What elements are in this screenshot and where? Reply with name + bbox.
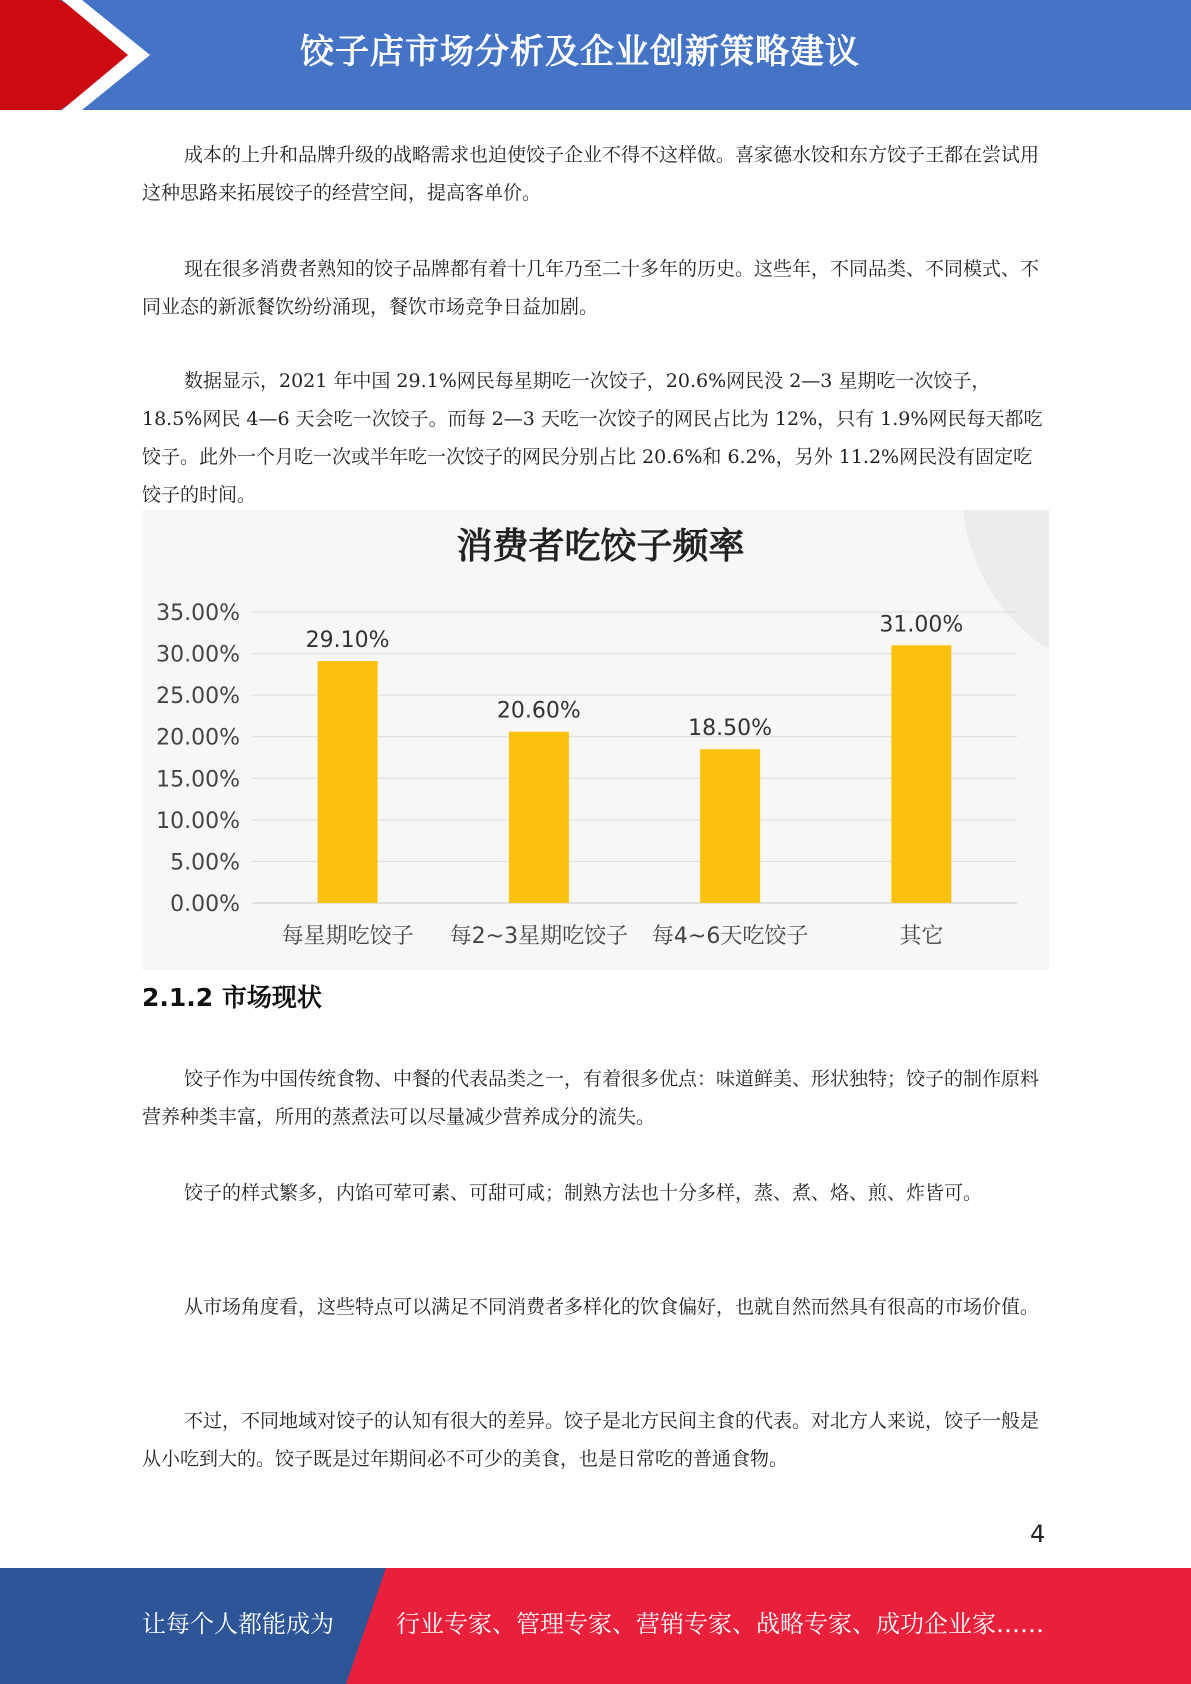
paragraph-7: 不过，不同地域对饺子的认知有很大的差异。饺子是北方民间主食的代表。对北方人来说，饺子一般是从小吃到大的。饺子既是过年期间必不可少的美食，也是日常吃的普通食物。 bbox=[142, 1410, 1040, 1470]
paragraph-5: 饺子的样式繁多，内馅可荤可素、可甜可咸；制熟方法也十分多样，蒸、煮、烙、煎、炸皆可。 bbox=[184, 1182, 983, 1204]
paragraph-4: 饺子作为中国传统食物、中餐的代表品类之一，有着很多优点：味道鲜美、形状独特；饺子的制作原料营养种类丰富，所用的蒸煮法可以尽量减少营养成分的流失。 bbox=[142, 1068, 1040, 1128]
page-header bbox=[0, 0, 1191, 110]
footer-slogan-left: 让每个人都能成为 bbox=[142, 1610, 334, 1638]
y-tick-label: 0.00% bbox=[170, 892, 240, 917]
paragraph-2: 现在很多消费者熟知的饺子品牌都有着十几年乃至二十多年的历史。这些年，不同品类、不同模式、不同业态的新派餐饮纷纷涌现，餐饮市场竞争日益加剧。 bbox=[142, 258, 1040, 318]
bar bbox=[509, 732, 569, 903]
paragraph-6: 从市场角度看，这些特点可以满足不同消费者多样化的饮食偏好，也就自然而然具有很高的市场价值。 bbox=[184, 1296, 1040, 1318]
data-label: 20.60% bbox=[496, 698, 581, 724]
page-number: 4 bbox=[1030, 1520, 1046, 1548]
x-tick-label: 每4~6天吃饺子 bbox=[651, 924, 809, 949]
y-tick-label: 30.00% bbox=[156, 642, 240, 668]
y-tick-label: 25.00% bbox=[156, 684, 240, 710]
page-footer bbox=[0, 1568, 1191, 1684]
y-tick-label: 35.00% bbox=[156, 601, 240, 626]
footer-slogan-right: 行业专家、管理专家、营销专家、战略专家、成功企业家…… bbox=[396, 1610, 1044, 1638]
data-label: 29.10% bbox=[305, 628, 390, 654]
paragraph-3: 数据显示，2021 年中国 29.1%网民每星期吃一次饺子，20.6%网民没 2—3 星期吃一次饺子，18.5%网民 4—6 天会吃一次饺子。而每 2—3 天吃一次饺子的网民占比为 12%，只有 1.9%网民每天都吃饺子。此外一个月吃一次或半年吃一次饺子的网民分别占比 20.6%和 6.2%，另外 11.2%网民没有固定吃饺子的时间。 bbox=[142, 370, 1043, 506]
chart-title: 消费者吃饺子频率 bbox=[456, 525, 745, 567]
bar bbox=[318, 661, 378, 903]
y-tick-label: 20.00% bbox=[156, 725, 240, 751]
section-heading: 2.1.2 市场现状 bbox=[142, 983, 322, 1012]
document-title: 饺子店市场分析及企业创新策略建议 bbox=[300, 32, 860, 72]
x-tick-label: 其它 bbox=[899, 924, 944, 949]
y-tick-label: 10.00% bbox=[156, 808, 240, 834]
x-tick-label: 每2~3星期吃饺子 bbox=[449, 924, 629, 949]
y-tick-label: 5.00% bbox=[170, 850, 240, 876]
chart-canvas bbox=[142, 510, 1049, 970]
y-tick-label: 15.00% bbox=[156, 767, 240, 793]
x-tick-label: 每星期吃饺子 bbox=[281, 924, 414, 949]
frequency-bar-chart bbox=[142, 510, 1049, 970]
chart-corner-decoration bbox=[962, 510, 1049, 680]
data-label: 31.00% bbox=[879, 612, 964, 638]
bar bbox=[700, 749, 760, 903]
paragraph-1: 成本的上升和品牌升级的战略需求也迫使饺子企业不得不这样做。喜家德水饺和东方饺子王都在尝试用这种思路来拓展饺子的经营空间，提高客单价。 bbox=[142, 144, 1040, 204]
data-label: 18.50% bbox=[688, 716, 773, 742]
red-chevron-decoration bbox=[0, 0, 180, 110]
bar bbox=[891, 645, 951, 903]
